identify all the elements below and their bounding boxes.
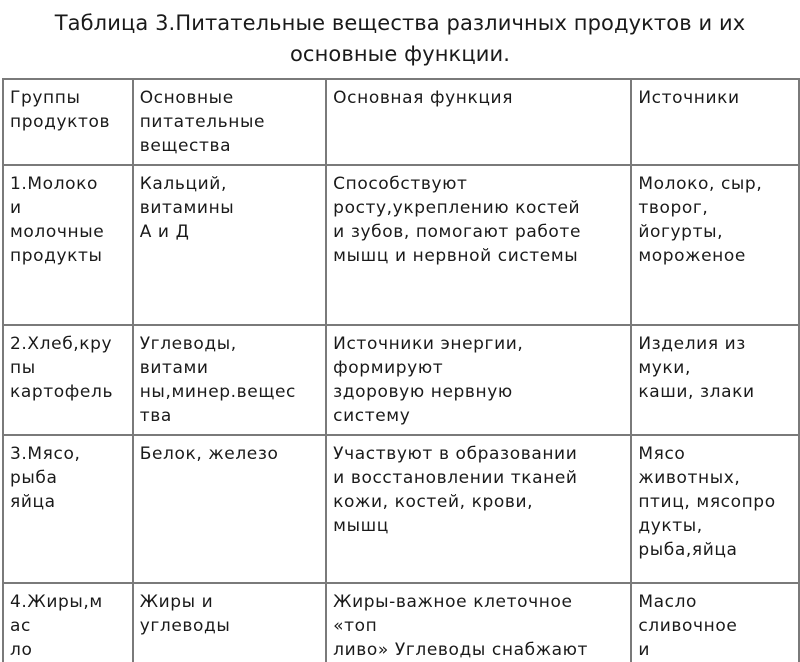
page-title (0, 8, 800, 70)
cell-text-line: Группы (10, 88, 81, 108)
cell-text-line: Жиры и (139, 592, 214, 612)
cell-text-line: молочные (10, 222, 105, 242)
cell-text-line: мороженое (638, 246, 746, 266)
cell-text-line: Источники энергии, (333, 334, 524, 354)
cell-group (3, 435, 133, 583)
cell-nutrients (133, 325, 326, 435)
title-line-1: Таблица 3.Питательные вещества различных продуктов и их (54, 11, 746, 35)
cell-text-line: животных, (638, 468, 741, 488)
cell-text-line: здоровую нервную (333, 382, 513, 402)
cell-text-line: 2.Хлеб,кру (10, 334, 113, 354)
header-cell-nutrients (133, 79, 326, 165)
cell-function (326, 435, 631, 583)
cell-text-line: тва (139, 406, 172, 426)
cell-text-line: 4.Жиры,м (10, 592, 103, 612)
header-cell-group (3, 79, 133, 165)
cell-text-line: Способствуют (333, 174, 468, 194)
cell-text-line: каши, злаки (638, 382, 755, 402)
cell-text-line: продукты (10, 246, 103, 266)
cell-sources (631, 583, 799, 662)
cell-text-line: ливо» Углеводы снабжают (333, 640, 589, 660)
cell-text-line: витами (139, 358, 209, 378)
cell-text-line: и зубов, помогают работе (333, 222, 581, 242)
cell-text-line: муки, (638, 358, 691, 378)
header-cell-sources (631, 79, 799, 165)
cell-text-line: вещества (139, 136, 232, 156)
cell-text-line: птиц, мясопро (638, 492, 776, 512)
cell-text-line: систему (333, 406, 411, 426)
cell-text-line: ас (10, 616, 31, 636)
cell-function (326, 165, 631, 325)
table-row (3, 165, 799, 325)
cell-text-line: рыба,яйца (638, 540, 738, 560)
cell-text-line: и (10, 198, 22, 218)
cell-text-line: «топ (333, 616, 378, 636)
nutrients-table (2, 78, 800, 662)
title-line-2: основные функции. (289, 42, 511, 66)
cell-text-line: и восстановлении тканей (333, 468, 578, 488)
cell-text-line: творог, (638, 198, 709, 218)
cell-text-line: и (638, 640, 650, 660)
cell-text-line: 3.Мясо, (10, 444, 81, 464)
cell-text-line: картофель (10, 382, 114, 402)
cell-text-line: йогурты, (638, 222, 724, 242)
cell-text-line: формируют (333, 358, 444, 378)
cell-text-line: мышц (333, 516, 389, 536)
cell-group (3, 165, 133, 325)
cell-text-line: питательные (139, 112, 266, 132)
cell-text-line: Основная функция (333, 88, 514, 108)
cell-text-line: Углеводы, (139, 334, 237, 354)
cell-text-line: Изделия из (638, 334, 746, 354)
cell-text-line: мышц и нервной системы (333, 246, 579, 266)
table-row (3, 325, 799, 435)
cell-text-line: рыба (10, 468, 58, 488)
cell-text-line: Основные (139, 88, 234, 108)
table-header-row (3, 79, 799, 165)
cell-sources (631, 435, 799, 583)
cell-group (3, 325, 133, 435)
header-cell-function (326, 79, 631, 165)
cell-text-line: 1.Молоко (10, 174, 99, 194)
cell-function (326, 583, 631, 662)
table-row (3, 435, 799, 583)
cell-function (326, 325, 631, 435)
cell-nutrients (133, 165, 326, 325)
cell-text-line: углеводы (139, 616, 231, 636)
cell-sources (631, 325, 799, 435)
cell-text-line: ло (10, 640, 33, 660)
cell-text-line: яйца (10, 492, 56, 512)
cell-text-line: Участвуют в образовании (333, 444, 578, 464)
cell-text-line: Жиры-важное клеточное (333, 592, 573, 612)
cell-text-line: пы (10, 358, 36, 378)
cell-text-line: Кальций, (139, 174, 227, 194)
cell-text-line: Белок, железо (139, 444, 279, 464)
cell-sources (631, 165, 799, 325)
cell-nutrients (133, 583, 326, 662)
cell-text-line: Источники (638, 88, 740, 108)
cell-text-line: продуктов (10, 112, 111, 132)
cell-text-line: Масло (638, 592, 698, 612)
cell-group (3, 583, 133, 662)
cell-nutrients (133, 435, 326, 583)
cell-text-line: дукты, (638, 516, 703, 536)
cell-text-line: Мясо (638, 444, 686, 464)
cell-text-line: ны,минер.вещес (139, 382, 296, 402)
table-row (3, 583, 799, 662)
cell-text-line: витамины (139, 198, 235, 218)
cell-text-line: росту,укреплению костей (333, 198, 581, 218)
cell-text-line: Молоко, сыр, (638, 174, 763, 194)
cell-text-line: кожи, костей, крови, (333, 492, 534, 512)
cell-text-line: сливочное (638, 616, 738, 636)
cell-text-line: А и Д (139, 222, 190, 242)
